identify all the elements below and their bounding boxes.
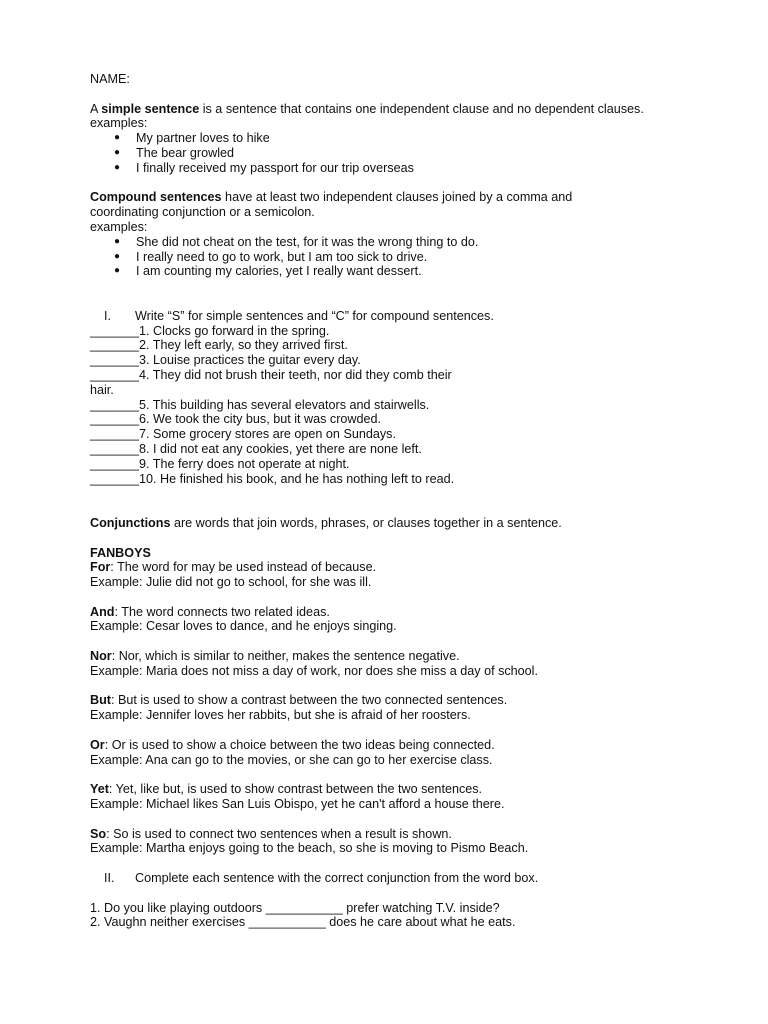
answer-blank[interactable]: _______ bbox=[90, 323, 140, 338]
exercise-1-items bbox=[90, 324, 670, 487]
exercise-item: 2. Vaughn neither exercises ___________ does he care about what he eats. bbox=[90, 915, 516, 930]
answer-blank[interactable]: _______ bbox=[90, 397, 140, 412]
list-item: ● My partner loves to hike bbox=[114, 131, 270, 146]
compound-sentence-definition bbox=[90, 190, 625, 220]
fanboys-entry-so: So: So is used to connect two sentences when a result is shown. Example: Martha enjoys going to the beach, so she is moving to Pismo Beach. bbox=[90, 827, 670, 857]
conjunction-example: Example: Michael likes San Luis Obispo, yet he can't afford a house there. bbox=[90, 797, 505, 812]
simple-term: simple sentence bbox=[101, 101, 200, 116]
exercise-item: _______5. This building has several elevators and stairwells. bbox=[90, 397, 430, 412]
conjunction-word: And bbox=[90, 604, 115, 619]
answer-blank[interactable]: _______ bbox=[90, 338, 140, 353]
conjunction-word: Yet bbox=[90, 782, 109, 797]
simple-sentence-definition bbox=[90, 102, 650, 117]
answer-blank[interactable]: _______ bbox=[90, 471, 140, 486]
fanboys-entry-but: But: But is used to show a contrast between the two connected sentences. Example: Jennifer loves her rabbits, but she is afraid of her roosters. bbox=[90, 693, 670, 723]
exercise-item: _______7. Some grocery stores are open on Sundays. bbox=[90, 427, 396, 442]
conjunction-example: Example: Martha enjoys going to the beach, so she is moving to Pismo Beach. bbox=[90, 841, 529, 856]
exercise-item: _______9. The ferry does not operate at night. bbox=[90, 456, 350, 471]
exercise-2-items bbox=[90, 901, 670, 931]
conjunction-example: Example: Cesar loves to dance, and he enjoys singing. bbox=[90, 619, 397, 634]
bullet-icon: ● bbox=[114, 132, 121, 144]
fanboys-entry-and: And: The word connects two related ideas. Example: Cesar loves to dance, and he enjoys singing. bbox=[90, 605, 670, 635]
exercise-1-numeral: I. bbox=[104, 308, 111, 323]
exercise-1-instruction: I. Write “S” for simple sentences and “C” for compound sentences. bbox=[104, 308, 494, 323]
list-item: ● The bear growled bbox=[114, 145, 235, 160]
exercise-item: 1. Do you like playing outdoors ___________ prefer watching T.V. inside? bbox=[90, 900, 500, 915]
exercise-item: _______3. Louise practices the guitar every day. bbox=[90, 353, 361, 368]
worksheet-content bbox=[90, 72, 670, 930]
exercise-item: _______2. They left early, so they arrived first. bbox=[90, 338, 348, 353]
exercise-item: _______4. They did not brush their teeth, nor did they comb their bbox=[90, 367, 452, 382]
answer-blank[interactable]: _______ bbox=[90, 427, 140, 442]
list-item: ● I really need to go to work, but I am too sick to drive. bbox=[114, 249, 428, 264]
bullet-icon: ● bbox=[114, 250, 121, 262]
bullet-icon: ● bbox=[114, 235, 121, 247]
bullet-icon: ● bbox=[114, 265, 121, 277]
list-item: ● I finally received my passport for our trip overseas bbox=[114, 160, 414, 175]
conjunctions-definition: Conjunctions are words that join words, phrases, or clauses together in a sentence. bbox=[90, 515, 562, 530]
compound-term: Compound sentences bbox=[90, 190, 222, 205]
answer-blank[interactable]: _______ bbox=[90, 441, 140, 456]
compound-examples-list bbox=[90, 235, 670, 279]
conjunction-word: So bbox=[90, 826, 107, 841]
conjunction-word: Or bbox=[90, 737, 105, 752]
name-label: NAME: bbox=[90, 72, 130, 86]
fanboys-entry-yet: Yet: Yet, like but, is used to show contrast between the two sentences. Example: Michael likes San Luis Obispo, yet he can't afford a house there. bbox=[90, 782, 670, 812]
bullet-icon: ● bbox=[114, 161, 121, 173]
list-item: ● She did not cheat on the test, for it was the wrong thing to do. bbox=[114, 234, 479, 249]
exercise-item: _______1. Clocks go forward in the spring. bbox=[90, 323, 330, 338]
conjunction-word: For bbox=[90, 560, 111, 575]
conjunctions-term: Conjunctions bbox=[90, 515, 171, 530]
exercise-item: _______10. He finished his book, and he has nothing left to read. bbox=[90, 471, 455, 486]
conjunction-example: Example: Julie did not go to school, for she was ill. bbox=[90, 575, 372, 590]
simple-definition-text: is a sentence that contains one independent clause and no dependent clauses. bbox=[199, 101, 644, 116]
fanboys-entry-or: Or: Or is used to show a choice between the two ideas being connected. Example: Ana can go to the movies, or she can go to her exercise class. bbox=[90, 738, 670, 768]
exercise-2-instruction: II. Complete each sentence with the correct conjunction from the word box. bbox=[104, 871, 539, 886]
exercise-item-continuation: hair. bbox=[90, 382, 114, 397]
compound-definition-text: have at least two independent clauses joined by a comma and coordinating conjunction or a semicolon. bbox=[90, 190, 573, 220]
conjunction-example: Example: Ana can go to the movies, or she can go to her exercise class. bbox=[90, 752, 493, 767]
conjunction-example: Example: Jennifer loves her rabbits, but she is afraid of her roosters. bbox=[90, 708, 471, 723]
conjunction-word: But bbox=[90, 693, 111, 708]
list-item: ● I am counting my calories, yet I really want dessert. bbox=[114, 264, 422, 279]
simple-examples-label: examples: bbox=[90, 116, 148, 131]
simple-examples-list bbox=[90, 131, 670, 175]
fanboys-heading: FANBOYS bbox=[90, 545, 151, 560]
answer-blank[interactable]: _______ bbox=[90, 353, 140, 368]
exercise-item: _______8. I did not eat any cookies, yet there are none left. bbox=[90, 441, 422, 456]
conjunction-example: Example: Maria does not miss a day of work, nor does she miss a day of school. bbox=[90, 663, 538, 678]
bullet-icon: ● bbox=[114, 146, 121, 158]
compound-examples-label: examples: bbox=[90, 219, 148, 234]
answer-blank[interactable]: _______ bbox=[90, 412, 140, 427]
answer-blank[interactable]: _______ bbox=[90, 367, 140, 382]
exercise-item: _______6. We took the city bus, but it was crowded. bbox=[90, 412, 381, 427]
conjunction-word: Nor bbox=[90, 649, 112, 664]
simple-prefix: A bbox=[90, 101, 102, 116]
fanboys-entry-nor: Nor: Nor, which is similar to neither, makes the sentence negative. Example: Maria does not miss a day of work, nor does she miss a day of school. bbox=[90, 649, 670, 679]
exercise-2-numeral: II. bbox=[104, 871, 115, 886]
answer-blank[interactable]: _______ bbox=[90, 456, 140, 471]
fanboys-entry-for: For: The word for may be used instead of because. Example: Julie did not go to school, for she was ill. bbox=[90, 560, 670, 590]
